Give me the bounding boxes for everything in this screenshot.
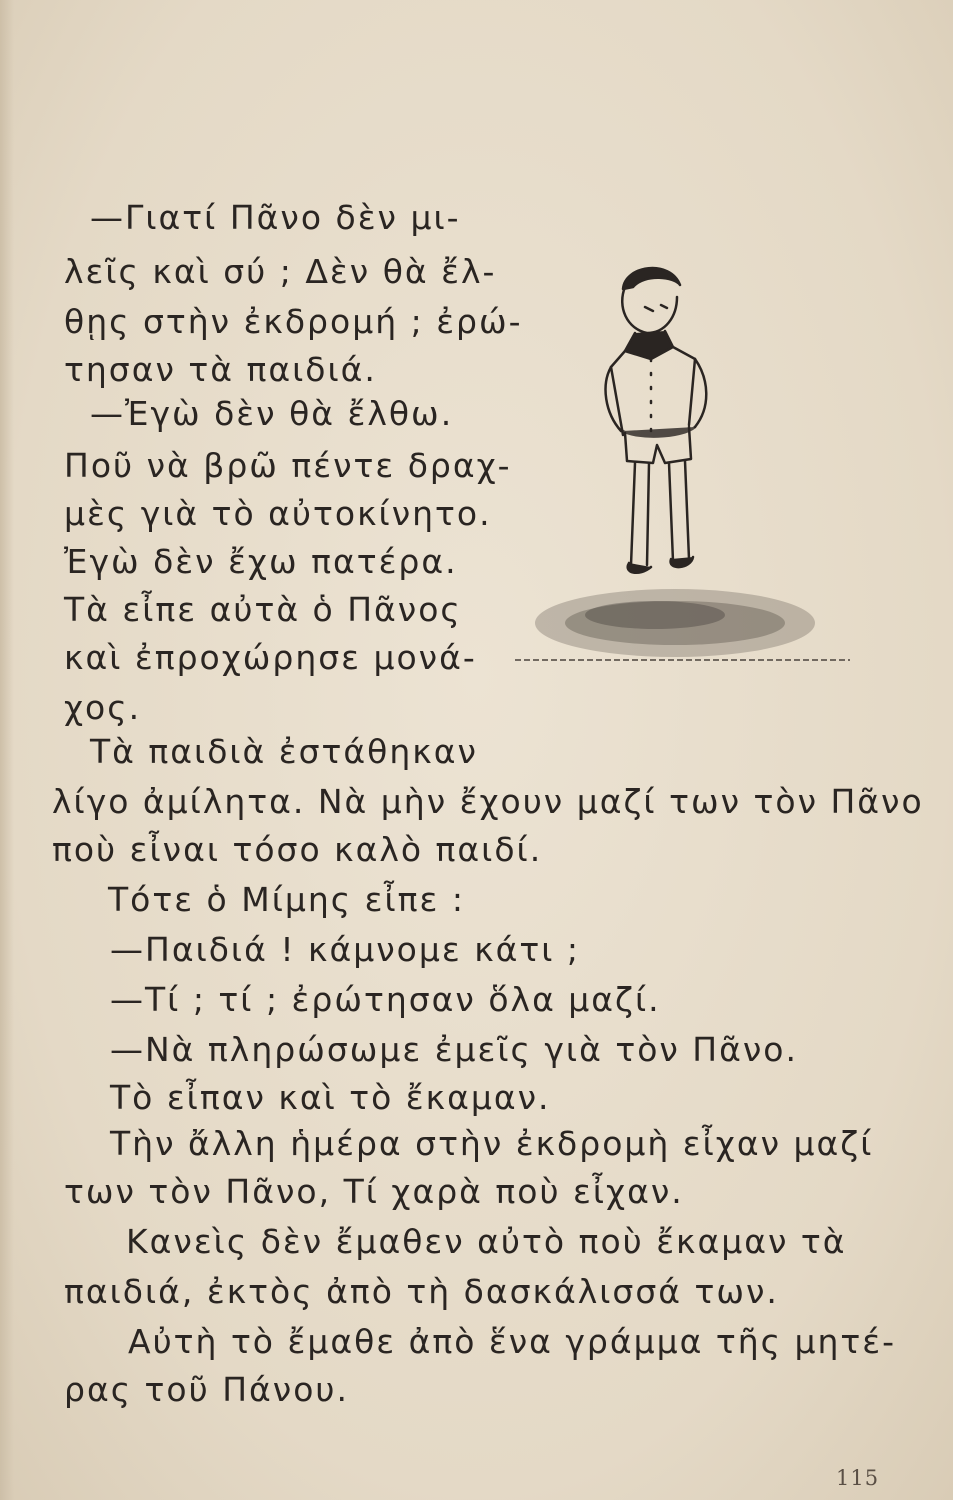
text-line: —Νὰ πληρώσωμε ἐμεῖς γιὰ τὸν Πᾶνο. (110, 1030, 798, 1069)
text-line: ρας τοῦ Πάνου. (64, 1370, 349, 1409)
text-line: Τότε ὁ Μίμης εἶπε : (108, 880, 465, 919)
page-binding-shadow (0, 0, 14, 1500)
text-line: —Ἐγὼ δὲν θὰ ἔλθω. (90, 394, 454, 433)
boy-illustration (505, 255, 865, 685)
text-line: Τὸ εἶπαν καὶ τὸ ἔκαμαν. (110, 1078, 551, 1117)
text-line: παιδιά, ἐκτὸς ἀπὸ τὴ δασκάλισσά των. (64, 1272, 779, 1311)
text-line: Τὰ εἶπε αὐτὰ ὁ Πᾶνος (64, 590, 462, 629)
ground-shadow (535, 589, 815, 657)
boy-figure (606, 268, 707, 573)
page-number: 115 (836, 1466, 880, 1490)
text-line: τησαν τὰ παιδιά. (64, 350, 377, 389)
text-line: Τὰ παιδιὰ ἐστάθηκαν (90, 732, 478, 771)
text-line: θῃς στὴν ἐκδρομή ; ἐρώ- (64, 302, 523, 341)
text-line: —Παιδιά ! κάμνομε κάτι ; (110, 930, 581, 969)
text-line: λεῖς καὶ σύ ; Δὲν θὰ ἔλ- (64, 252, 497, 291)
text-line: Κανεὶς δὲν ἔμαθεν αὐτὸ ποὺ ἔκαμαν τὰ (126, 1222, 847, 1261)
text-line: καὶ ἐπροχώρησε μονά- (64, 638, 477, 677)
text-line: των τὸν Πᾶνο, Τί χαρὰ ποὺ εἶχαν. (64, 1172, 684, 1211)
text-line: Αὐτὴ τὸ ἔμαθε ἀπὸ ἕνα γράμμα τῆς μητέ- (128, 1322, 897, 1361)
text-line: —Γιατί Πᾶνο δὲν μι- (90, 198, 461, 237)
text-line: χος. (64, 688, 142, 727)
text-line: ποὺ εἶναι τόσο καλὸ παιδί. (52, 830, 543, 869)
text-line: Τὴν ἄλλη ἡμέρα στὴν ἐκδρομὴ εἶχαν μαζί (110, 1124, 874, 1163)
text-line: Ἐγὼ δὲν ἔχω πατέρα. (64, 542, 458, 581)
text-line: λίγο ἀμίλητα. Νὰ μὴν ἔχουν μαζί των τὸν Πᾶνο (52, 782, 924, 821)
text-line: μὲς γιὰ τὸ αὐτοκίνητο. (64, 494, 492, 533)
text-line: —Τί ; τί ; ἐρώτησαν ὅλα μαζί. (110, 980, 661, 1019)
text-line: Ποῦ νὰ βρῶ πέντε δραχ- (64, 446, 512, 485)
